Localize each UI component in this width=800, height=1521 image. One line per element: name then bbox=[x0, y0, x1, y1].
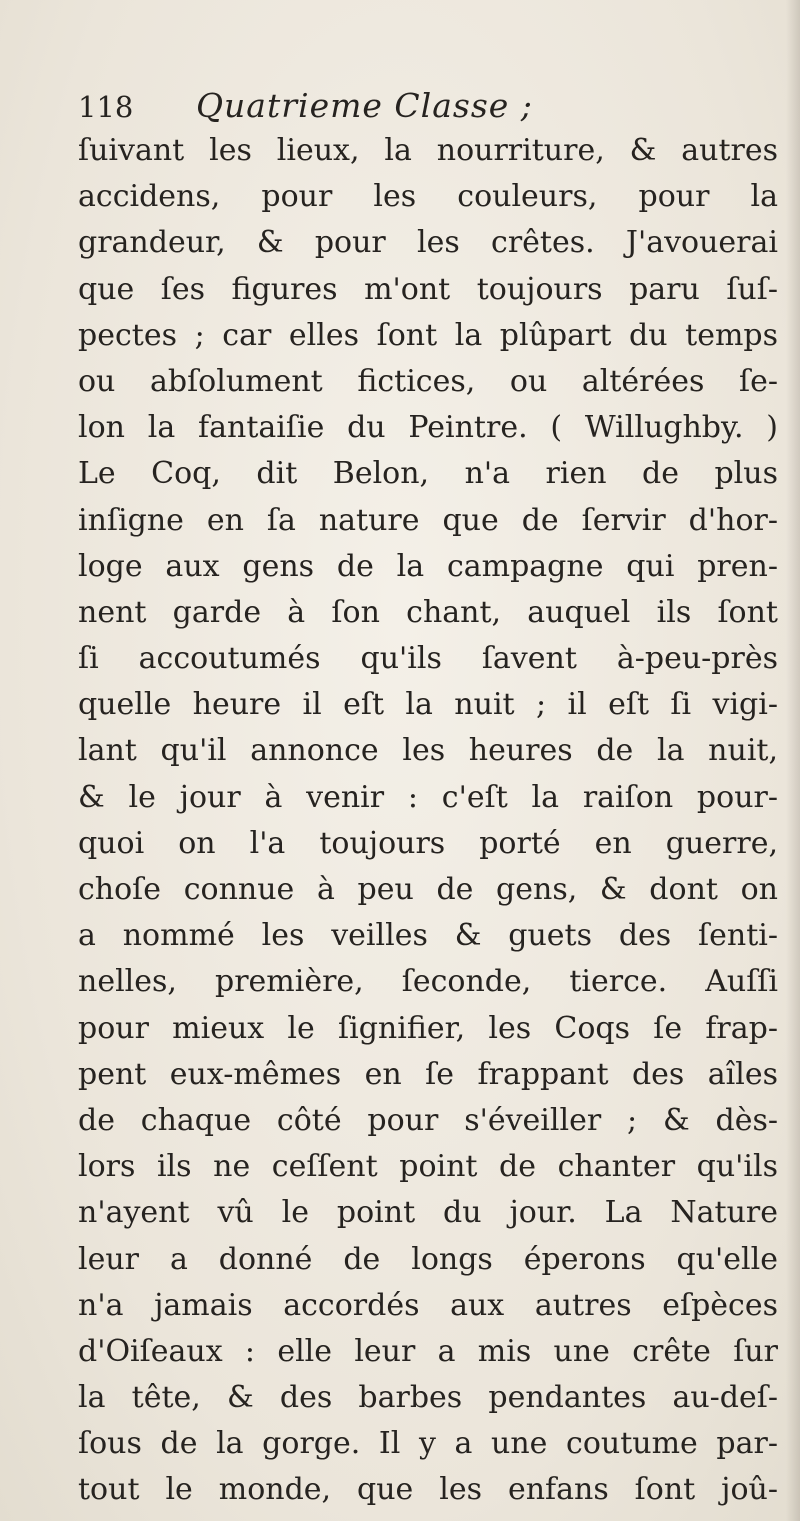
text-line: & le jour à venir : c'eſt la raiſon pour- bbox=[78, 779, 778, 815]
running-head-title: Quatrieme Classe ; bbox=[196, 86, 533, 125]
text-line: ſous de la gorge. Il y a une coutume par- bbox=[78, 1426, 778, 1462]
text-line: la tête, & des barbes pendantes au-deſ- bbox=[78, 1380, 778, 1416]
text-line: a nommé les veilles & guets des ſenti- bbox=[78, 918, 778, 954]
text-line: quoi on l'a toujours porté en guerre, bbox=[78, 825, 778, 861]
text-line: loge aux gens de la campagne qui pren- bbox=[78, 548, 778, 584]
text-line: n'a jamais accordés aux autres eſpèces bbox=[78, 1287, 778, 1323]
page-number: 118 bbox=[78, 90, 134, 124]
page-edge-shadow bbox=[786, 0, 800, 1521]
text-line: n'ayent vû le point du jour. La Nature bbox=[78, 1195, 778, 1231]
text-line: lant qu'il annonce les heures de la nuit, bbox=[78, 733, 778, 769]
text-line: inſigne en ſa nature que de ſervir d'hor- bbox=[78, 502, 778, 538]
text-line: pectes ; car elles ſont la plûpart du temps bbox=[78, 317, 778, 353]
text-line: ou abſolument fictices, ou altérées ſe- bbox=[78, 363, 778, 399]
text-line: tout le monde, que les enfans ſont joû- bbox=[78, 1472, 778, 1508]
text-line: accidens, pour les couleurs, pour la bbox=[78, 179, 778, 215]
text-line: ſi accoutumés qu'ils ſavent à-peu-près bbox=[78, 641, 778, 677]
text-line: Le Coq, dit Belon, n'a rien de plus bbox=[78, 456, 778, 492]
text-line: leur a donné de longs éperons qu'elle bbox=[78, 1241, 778, 1277]
text-line: quelle heure il eſt la nuit ; il eſt ſi vigi- bbox=[78, 687, 778, 723]
text-line: grandeur, & pour les crêtes. J'avouerai bbox=[78, 225, 778, 261]
text-line: lon la fantaiſie du Peintre. ( Willughby. ) bbox=[78, 410, 778, 446]
text-line: nelles, première, ſeconde, tierce. Auſſi bbox=[78, 964, 778, 1000]
text-line: lors ils ne ceſſent point de chanter qu'ils bbox=[78, 1149, 778, 1185]
text-line: nent garde à ſon chant, auquel ils ſont bbox=[78, 594, 778, 630]
text-line: ſuivant les lieux, la nourriture, & autres bbox=[78, 133, 778, 168]
body-text bbox=[78, 128, 778, 1514]
text-line: pent eux-mêmes en ſe frappant des aîles bbox=[78, 1056, 778, 1092]
text-line: que ſes figures m'ont toujours paru ſuſ- bbox=[78, 271, 778, 307]
running-head bbox=[78, 84, 768, 128]
text-line: choſe connue à peu de gens, & dont on bbox=[78, 872, 778, 907]
text-line: de chaque côté pour s'éveiller ; & dès- bbox=[78, 1102, 778, 1138]
text-line: d'Oiſeaux : elle leur a mis une crête ſur bbox=[78, 1333, 778, 1369]
text-line: pour mieux le ſignifier, les Coqs ſe frap- bbox=[78, 1010, 778, 1046]
